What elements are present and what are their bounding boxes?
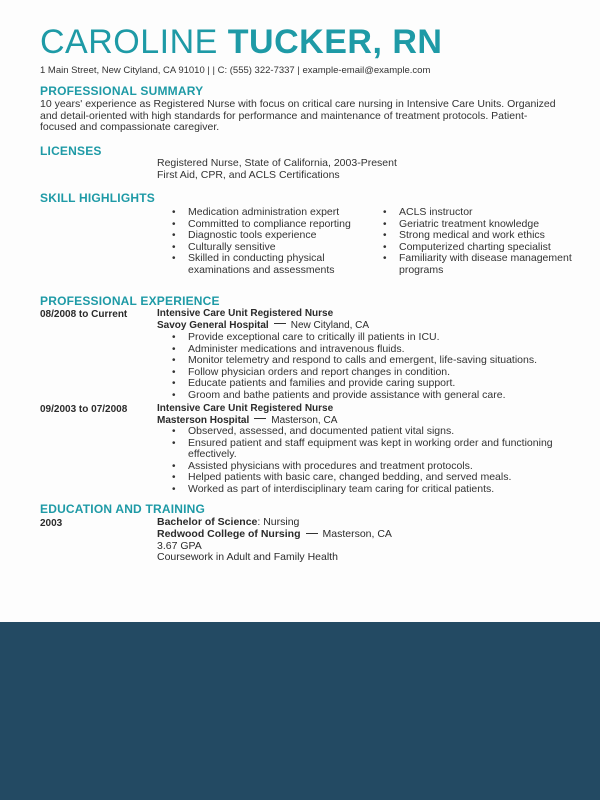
last-name: TUCKER, RN bbox=[227, 23, 443, 61]
job-dates: 08/2008 to Current bbox=[40, 309, 128, 320]
education-year: 2003 bbox=[40, 518, 63, 529]
licenses-list bbox=[157, 158, 397, 181]
skill-item: • Culturally sensitive bbox=[168, 242, 358, 254]
job-bullet: • Assisted physicians with procedures and treatment protocols. bbox=[168, 461, 568, 473]
job-bullet: • Observed, assessed, and documented patient vital signs. bbox=[168, 426, 568, 438]
job-location: New Cityland, CA bbox=[290, 319, 370, 331]
experience-heading: PROFESSIONAL EXPERIENCE bbox=[40, 294, 220, 308]
job-bullet: • Provide exceptional care to critically ill patients in ICU. bbox=[168, 332, 588, 344]
employer-name: Masterson Hospital bbox=[157, 414, 250, 426]
skill-item: • Medication administration expert bbox=[168, 207, 358, 219]
gpa: 3.67 GPA bbox=[157, 539, 202, 552]
dash-separator bbox=[254, 418, 266, 419]
school-location: Masterson, CA bbox=[322, 527, 392, 540]
job-bullet: • Worked as part of interdisciplinary team caring for critical patients. bbox=[168, 484, 568, 496]
license-item: Registered Nurse, State of California, 2003-Present bbox=[157, 157, 397, 169]
dash-separator bbox=[306, 533, 318, 534]
employer-name: Savoy General Hospital bbox=[157, 319, 269, 331]
licenses-heading: LICENSES bbox=[40, 144, 102, 158]
summary-text: 10 years' experience as Registered Nurse with focus on critical care nursing in Intensive Care Units. Organized and detail-oriented with high standards for performance and maintenance of treatment protocols. Patient-focused and compassionate caregiver. bbox=[40, 98, 556, 133]
job-bullet: • Monitor telemetry and respond to calls and emergent, life-saving situations. bbox=[168, 355, 588, 367]
job-title: Intensive Care Unit Registered Nurse bbox=[157, 403, 334, 414]
first-name: CAROLINE bbox=[40, 23, 218, 61]
skill-item: • ACLS instructor bbox=[379, 207, 579, 219]
job-bullet: • Follow physician orders and report changes in condition. bbox=[168, 367, 588, 379]
license-item: First Aid, CPR, and ACLS Certifications bbox=[157, 168, 340, 181]
skills-heading: SKILL HIGHLIGHTS bbox=[40, 191, 155, 205]
skill-item: • Strong medical and work ethics bbox=[379, 230, 579, 242]
job-entry bbox=[157, 308, 369, 331]
skills-right-list bbox=[379, 207, 579, 277]
job-bullets bbox=[168, 332, 588, 402]
job-bullet: • Ensured patient and staff equipment was kept in working order and functioning effectively. bbox=[168, 438, 568, 461]
school-line bbox=[157, 529, 392, 541]
job-bullet: • Groom and bathe patients and provide assistance with general care. bbox=[168, 390, 588, 402]
skills-left-list bbox=[168, 207, 358, 277]
job-title: Intensive Care Unit Registered Nurse bbox=[157, 308, 334, 319]
degree-field: : Nursing bbox=[257, 516, 300, 528]
contact-line: 1 Main Street, New Cityland, CA 91010 | | C: (555) 322-7337 | example-email@example.com bbox=[40, 65, 431, 76]
skill-item: • Diagnostic tools experience bbox=[168, 230, 358, 242]
degree-name: Bachelor of Science bbox=[157, 516, 258, 528]
job-dates: 09/2003 to 07/2008 bbox=[40, 404, 128, 415]
skill-item: • Computerized charting specialist bbox=[379, 242, 579, 254]
job-bullet: • Helped patients with basic care, changed bedding, and served meals. bbox=[168, 472, 568, 484]
footer-band bbox=[0, 622, 600, 800]
skill-item: • Committed to compliance reporting bbox=[168, 219, 358, 231]
skill-item: • Skilled in conducting physical examinations and assessments bbox=[168, 253, 358, 276]
education-entry bbox=[157, 517, 392, 564]
education-heading: EDUCATION AND TRAINING bbox=[40, 502, 206, 516]
job-employer-line bbox=[157, 320, 369, 332]
coursework: Coursework in Adult and Family Health bbox=[157, 551, 338, 564]
job-entry bbox=[157, 403, 337, 426]
job-bullet: • Educate patients and families and provide caring support. bbox=[168, 378, 588, 390]
job-bullets bbox=[168, 426, 568, 496]
candidate-name bbox=[40, 22, 442, 62]
school-name: Redwood College of Nursing bbox=[157, 527, 301, 540]
skill-item: • Geriatric treatment knowledge bbox=[379, 219, 579, 231]
summary-heading: PROFESSIONAL SUMMARY bbox=[40, 84, 204, 98]
job-location: Masterson, CA bbox=[271, 414, 338, 426]
skill-item: • Familiarity with disease management programs bbox=[379, 253, 579, 276]
dash-separator bbox=[274, 323, 286, 324]
job-bullet: • Administer medications and intravenous fluids. bbox=[168, 344, 588, 356]
